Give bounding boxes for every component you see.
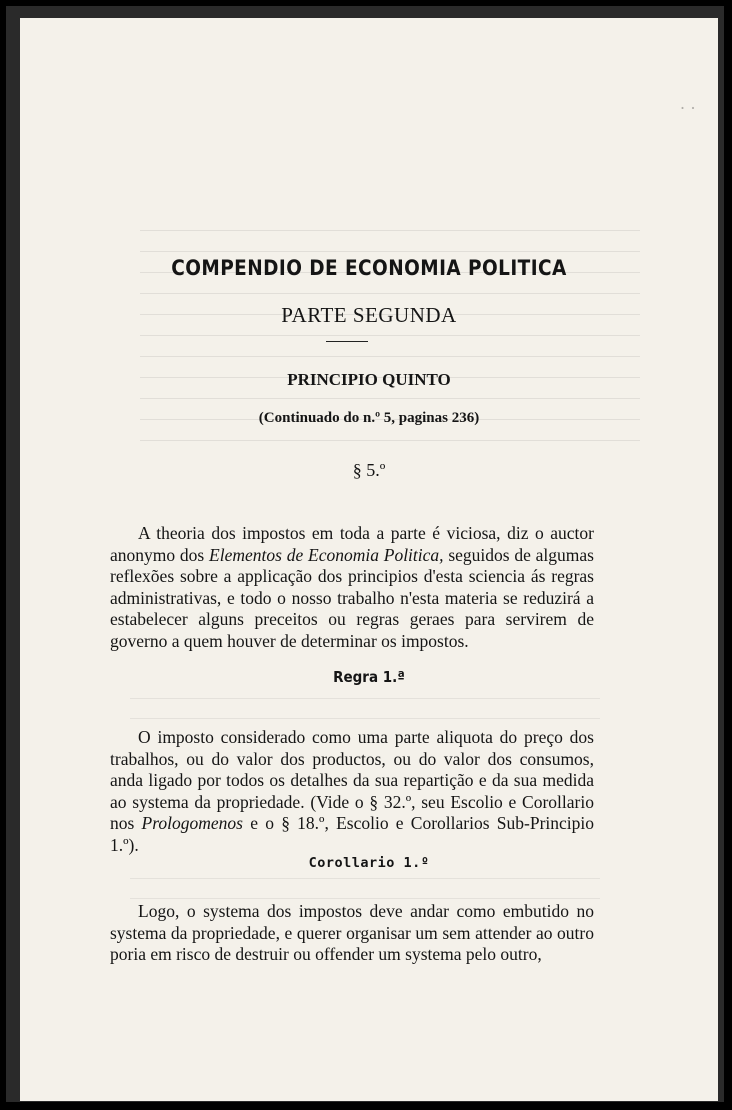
paragraph-text: e o § 18.º, Escolio e Corollarios Sub-Principio 1.º). [110,813,594,855]
paragraph-rule-1 [110,727,594,857]
document-page [20,18,718,1101]
show-through-page-number: · · [679,98,696,118]
paragraph-text: A theoria dos impostos em toda a parte é viciosa, diz o auctor anonymo dos [110,523,594,565]
paragraph-text: Logo, o systema dos impostos deve andar como embutido no systema da propriedade, e querer organisar um sem attender ao outro poria em risco de destruir ou offender um systema pelo outro, [110,901,594,965]
document-title: COMPENDIO DE ECONOMIA POLITICA [171,256,567,280]
page-frame [6,6,724,1102]
continuation-note: (Continuado do n.º 5, paginas 236) [258,410,480,426]
paragraph-italic-text: Prologomenos [141,813,243,834]
decorative-rule [326,341,368,342]
part-heading: PARTE SEGUNDA [281,303,457,327]
show-through-texture-2 [130,688,600,728]
rule-heading: Regra 1.ª [333,668,405,686]
paragraph-text: seguidos de algumas reflexões sobre a applicação dos principios d'esta sciencia ás regras administrativas, e todo o nosso trabalho n'esta materia se reduzirá a estabelecer alguns preceitos ou regras geraes para servirem de governo a quem houver de determinar os impostos. [110,544,594,651]
paragraph-corollary-1 [110,901,594,966]
paragraph-text: O imposto considerado como uma parte aliquota do preço dos trabalhos, ou do valor dos productos, ou do valor dos consumos, anda ligado por todos os detalhes da sua repartição e da sua medida ao systema da propriedade. (Vide o § 32.º, seu Escolio e Corollario nos [110,727,594,834]
corollary-heading: Corollario 1.º [308,855,430,871]
paragraph-italic-text: Elementos de Economia Politica, [209,544,444,565]
paragraph-theory-of-taxes [110,523,594,653]
principle-heading: PRINCIPIO QUINTO [287,370,451,389]
section-heading: § 5.º [352,460,386,480]
